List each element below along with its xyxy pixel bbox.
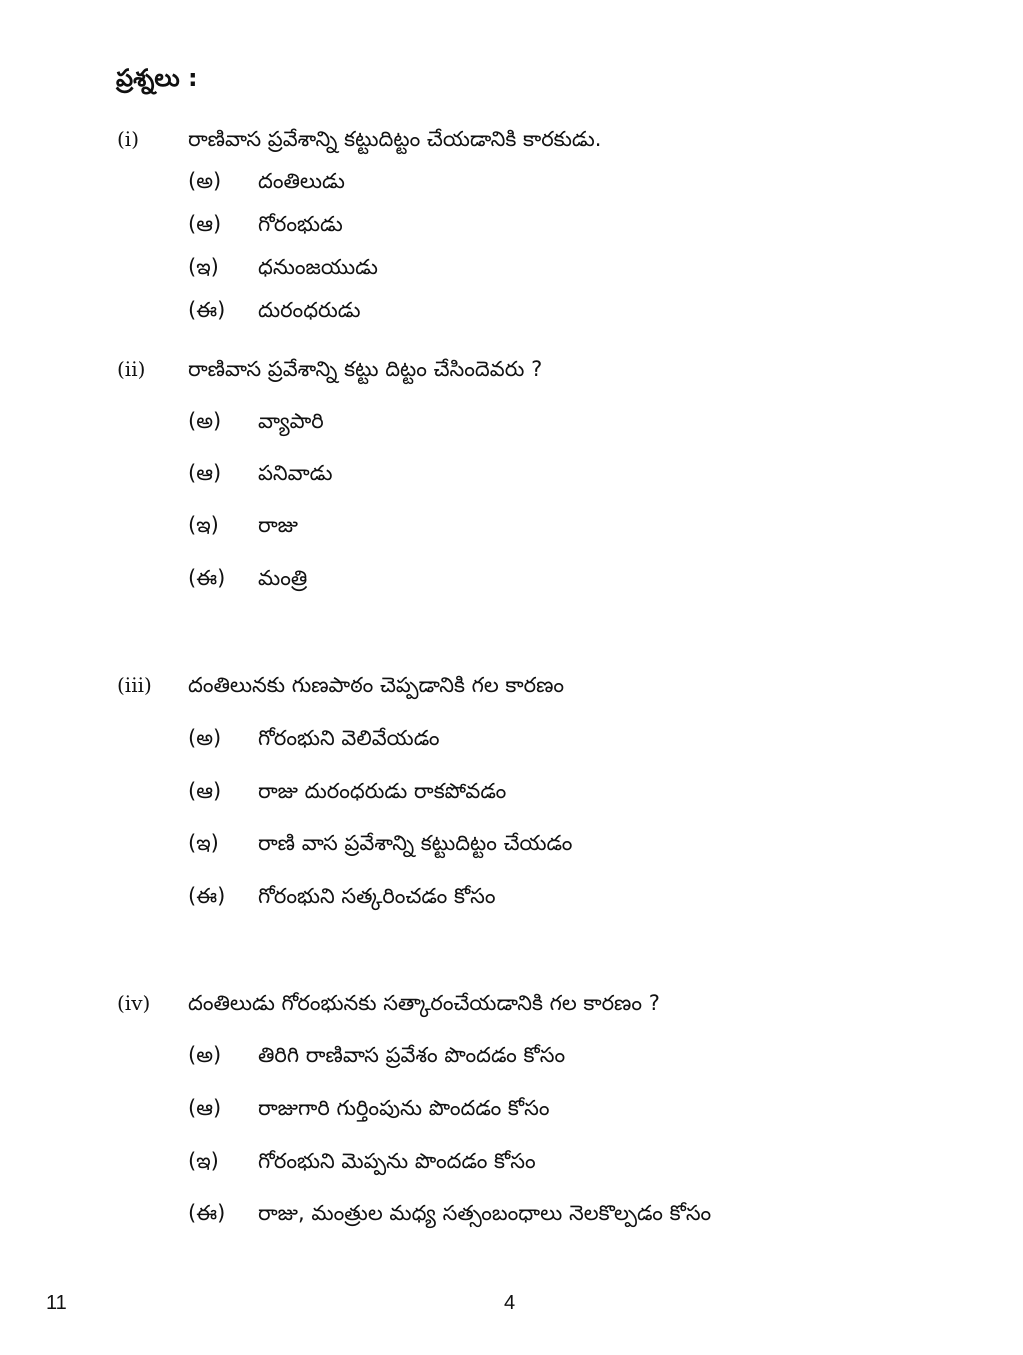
option-label: (ఇ) bbox=[188, 255, 219, 279]
option-label: (ఇ) bbox=[188, 1149, 219, 1173]
option-label: (ఇ) bbox=[188, 513, 219, 537]
option-label: (అ) bbox=[188, 409, 222, 433]
option-label: (అ) bbox=[188, 726, 222, 750]
option-text: ధనుంజయుడు bbox=[258, 255, 378, 279]
question-number: (ii) bbox=[117, 357, 146, 381]
question-text: దంతిలునకు గుణపాఠం చెప్పడానికి గల కారణం bbox=[188, 673, 565, 697]
option-text: రాజు bbox=[258, 513, 299, 537]
option-text: గోరంభుడు bbox=[258, 212, 343, 236]
option-text: రాజు దురంధరుడు రాకపోవడం bbox=[258, 779, 507, 803]
option-label: (ఆ) bbox=[188, 212, 222, 236]
option-label: (అ) bbox=[188, 169, 222, 193]
option-text: రాజు, మంత్రుల మధ్య సత్సంబంధాలు నెలకొల్పడం కోసం bbox=[258, 1201, 712, 1225]
question-text: దంతిలుడు గోరంభునకు సత్కారంచేయడానికి గల కారణం ? bbox=[188, 991, 660, 1015]
footer-code: 11 bbox=[46, 1292, 67, 1314]
option-label: (ఆ) bbox=[188, 1096, 222, 1120]
option-text: వ్యాపారి bbox=[258, 409, 324, 433]
option-label: (ఇ) bbox=[188, 831, 219, 855]
option-text: మంత్రి bbox=[258, 566, 308, 590]
question-number: (i) bbox=[117, 127, 140, 151]
option-text: రాణి వాస ప్రవేశాన్ని కట్టుదిట్టం చేయడం bbox=[258, 831, 573, 855]
option-label: (ఆ) bbox=[188, 461, 222, 485]
option-label: (అ) bbox=[188, 1043, 222, 1067]
question-number: (iv) bbox=[117, 991, 151, 1015]
option-label: (ఈ) bbox=[188, 884, 226, 908]
option-label: (ఈ) bbox=[188, 566, 226, 590]
page-number: 4 bbox=[504, 1292, 516, 1314]
option-label: (ఆ) bbox=[188, 779, 222, 803]
option-text: రాజుగారి గుర్తింపును పొందడం కోసం bbox=[258, 1096, 550, 1120]
option-label: (ఈ) bbox=[188, 1201, 226, 1225]
option-label: (ఈ) bbox=[188, 298, 226, 322]
question-text: రాణివాస ప్రవేశాన్ని కట్టు దిట్టం చేసిందెవరు ? bbox=[188, 357, 543, 381]
option-text: పనివాడు bbox=[258, 461, 333, 485]
question-text: రాణివాస ప్రవేశాన్ని కట్టుదిట్టం చేయడానికి కారకుడు. bbox=[188, 127, 602, 151]
option-text: గోరంభుని మెప్పను పొందడం కోసం bbox=[258, 1149, 536, 1173]
question-number: (iii) bbox=[117, 673, 152, 697]
option-text: గోరంభుని వెలివేయడం bbox=[258, 726, 440, 750]
section-heading: ప్రశ్నలు : bbox=[116, 64, 198, 92]
option-text: దంతిలుడు bbox=[258, 169, 345, 193]
option-text: దురంధరుడు bbox=[258, 298, 361, 322]
option-text: తిరిగి రాణివాస ప్రవేశం పొందడం కోసం bbox=[258, 1043, 566, 1067]
option-text: గోరంభుని సత్కరించడం కోసం bbox=[258, 884, 496, 908]
